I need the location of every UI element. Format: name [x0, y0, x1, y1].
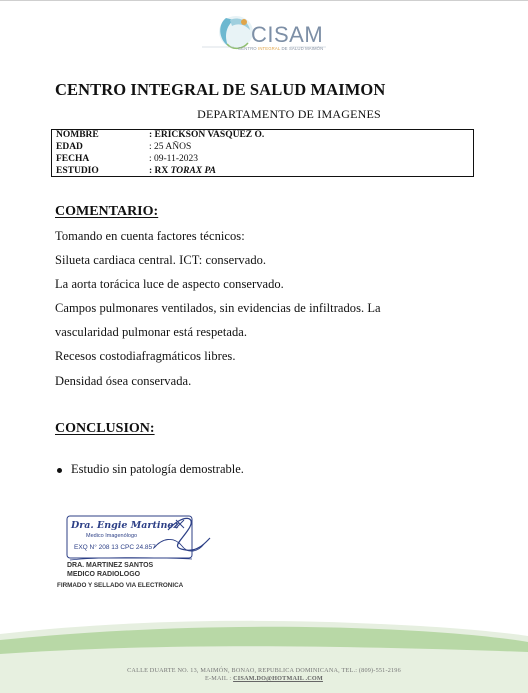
patient-info-table [51, 129, 474, 177]
info-value: : ERICKSON VASQUEZ O. [149, 130, 265, 140]
signed-note: FIRMADO Y SELLADO VIA ELECTRONICA [57, 582, 184, 589]
footer-email-line: E-MAIL : CISAM.DO@HOTMAIL .COM [205, 675, 323, 682]
info-label: ESTUDIO [56, 166, 99, 176]
comment-line: La aorta torácica luce de aspecto conservado. [55, 277, 284, 291]
stamp-license: EXQ N° 208 13 CPC 24.857 [74, 544, 156, 551]
info-value: : 09-11-2023 [149, 154, 198, 164]
logo-wordmark: CISAM [251, 22, 324, 47]
stamp-doctor-name: Dra. Engie Martinez [71, 520, 179, 531]
info-label: FECHA [56, 154, 90, 164]
comment-line: vascularidad pulmonar está respetada. [55, 325, 248, 339]
conclusion-heading: CONCLUSION: [55, 421, 155, 436]
department-title: DEPARTAMENTO DE IMAGENES [197, 107, 381, 121]
stamp-role: Medico Imagenólogo [86, 533, 138, 539]
info-value: : RX TORAX PA [149, 166, 216, 176]
logo-tagline: CENTRO INTEGRAL DE SALUD MAIMÓN [238, 46, 324, 51]
top-border [0, 0, 528, 1]
info-label: NOMBRE [56, 130, 99, 140]
doctor-title: MEDICO RADIOLOGO [67, 571, 141, 578]
bullet-icon [57, 468, 62, 473]
comment-line: Campos pulmonares ventilados, sin evidencias de infiltrados. La [55, 301, 381, 315]
comment-line: Densidad ósea conservada. [55, 374, 192, 388]
cisam-logo [200, 10, 330, 58]
info-label: EDAD [56, 142, 83, 152]
signature-block [67, 561, 153, 579]
conclusion-item [71, 462, 244, 477]
comment-line: Tomando en cuenta factores técnicos: [55, 229, 245, 243]
comment-line: Recesos costodiafragmáticos libres. [55, 349, 236, 363]
footer-address: CALLE DUARTE NO. 13, MAIMÓN, BONAO, REPUBLICA DOMINICANA, TEL.: (809)-551-2196 [127, 667, 401, 674]
comment-line: Silueta cardiaca central. ICT: conservado. [55, 253, 267, 267]
doctor-name: DRA. MARTINEZ SANTOS [67, 562, 154, 569]
page-title: CENTRO INTEGRAL DE SALUD MAIMON [55, 80, 386, 99]
info-value: : 25 AÑOS [149, 142, 192, 152]
footer-email-link[interactable]: CISAM.DO@HOTMAIL .COM [233, 675, 323, 682]
comment-heading: COMENTARIO: [55, 204, 159, 219]
conclusion-text: Estudio sin patología demostrable. [71, 462, 244, 476]
